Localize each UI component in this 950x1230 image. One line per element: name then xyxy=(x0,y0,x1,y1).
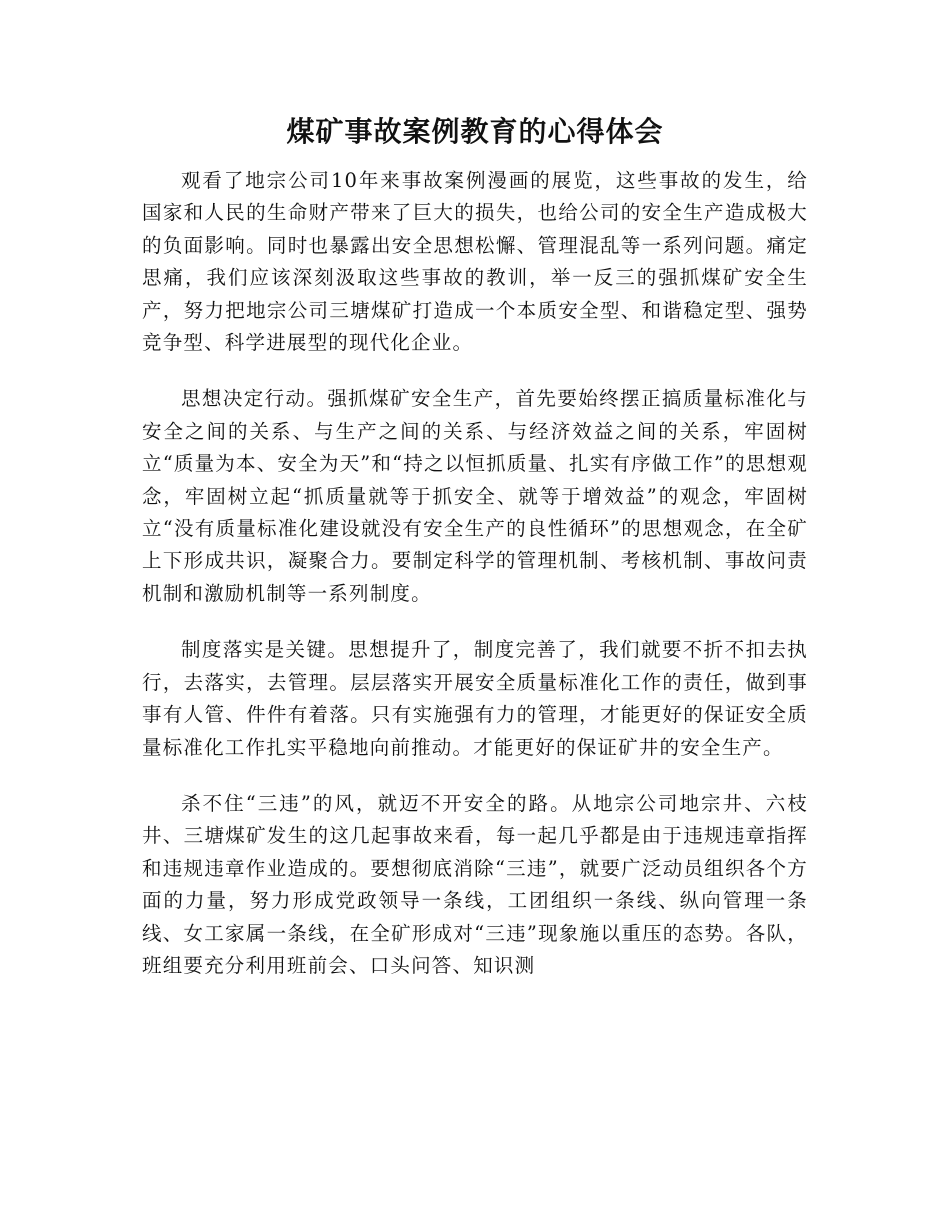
paragraph-3: 制度落实是关键。思想提升了，制度完善了，我们就要不折不扣去执行，去落实，去管理。层层落实开展安全质量标准化工作的责任，做到事事有人管、件件有着落。只有实施强有力的管理，才能更好的保证安全质量标准化工作扎实平稳地向前推动。才能更好的保证矿井的安全生产。 xyxy=(142,638,808,759)
paragraph-4: 杀不住“三违”的风，就迈不开安全的路。从地宗公司地宗井、六枝井、三塘煤矿发生的这几起事故来看，每一起几乎都是由于违规违章指挥和违规违章作业造成的。要想彻底消除“三违”，就要广泛动员组织各个方面的力量，努力形成党政领导一条线，工团组织一条线、纵向管理一条线、女工家属一条线，在全矿形成对“三违”现象施以重压的态势。各队，班组要充分利用班前会、口头问答、知识测 xyxy=(142,791,808,977)
paragraph-1: 观看了地宗公司10年来事故案例漫画的展览，这些事故的发生，给国家和人民的生命财产带来了巨大的损失，也给公司的安全生产造成极大的负面影响。同时也暴露出安全思想松懈、管理混乱等一系列问题。痛定思痛，我们应该深刻汲取这些事故的教训，举一反三的强抓煤矿安全生产，努力把地宗公司三塘煤矿打造成一个本质安全型、和谐稳定型、强势竞争型、科学进展型的现代化企业。 xyxy=(142,169,808,355)
document-body xyxy=(142,165,808,982)
paragraph-2: 思想决定行动。强抓煤矿安全生产，首先要始终摆正搞质量标准化与安全之间的关系、与生产之间的关系、与经济效益之间的关系，牢固树立“质量为本、安全为天”和“持之以恒抓质量、扎实有序做工作”的思想观念，牢固树立起“抓质量就等于抓安全、就等于增效益”的观念，牢固树立“没有质量标准化建设就没有安全生产的良性循环”的思想观念，在全矿上下形成共识，凝聚合力。要制定科学的管理机制、考核机制、事故问责机制和激励机制等一系列制度。 xyxy=(142,387,808,605)
document-title: 煤矿事故案例教育的心得体会 xyxy=(286,115,664,148)
